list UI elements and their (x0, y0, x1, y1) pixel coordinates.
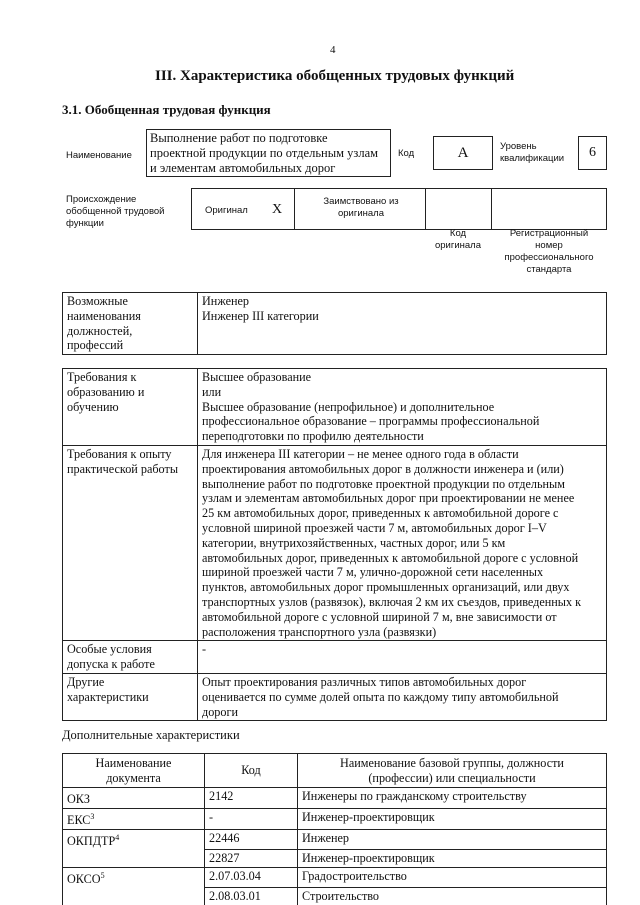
requirement-text-line: автомобильных дорог, приведенных к автомобильной дороге с условной (202, 550, 579, 565)
doc-name: ОКЗ (67, 792, 91, 807)
doc-name: ОКСО (67, 871, 101, 886)
requirement-text-line: профессиональное образование – программы профессиональной (202, 414, 540, 429)
requirement-text (198, 673, 607, 720)
position-item: Инженер (202, 294, 250, 308)
level-value-box: 6 (578, 136, 607, 170)
col-doc-header-line: Наименование (95, 755, 172, 770)
origin-label (66, 194, 164, 230)
requirement-text-line: транспортных узлов (развязок), включая 2 км их съездов, приведенных к (202, 594, 582, 609)
requirement-row-education (63, 369, 607, 446)
code-cell: 22827 (205, 850, 298, 868)
doc-footnote: 4 (115, 832, 120, 842)
positions-values (198, 293, 607, 355)
requirement-text-line: шириной проезжей части 7 м, улично-дорожной сети населенных (202, 565, 544, 580)
code-original-caption (425, 228, 491, 252)
name-label: Наименование (66, 150, 132, 161)
positions-label (63, 293, 198, 355)
requirement-text-line: Высшее образование (202, 370, 312, 384)
col-code-header: Код (205, 754, 298, 788)
requirement-label-line: образованию и (67, 384, 145, 399)
col-name-header-line: (профессии) или специальности (368, 770, 536, 785)
requirement-text-line: расположения транспортного узла (развязки) (202, 624, 437, 639)
code-cell: 2.08.03.01 (205, 888, 298, 905)
col-name-header (298, 754, 607, 788)
requirement-text-line: - (202, 642, 207, 657)
requirement-text-line: проектирования автомобильных дорог в должности инженера и (или) (202, 461, 564, 476)
doc-footnote: 3 (90, 811, 95, 821)
code-cell: - (205, 808, 298, 829)
positions-table (62, 292, 607, 355)
doc-footnote: 5 (100, 870, 105, 880)
requirement-label (63, 641, 198, 674)
original-label: Оригинал (205, 205, 248, 216)
code-label: Код (398, 148, 415, 159)
table-row (63, 829, 607, 849)
page-number: 4 (330, 44, 336, 56)
requirement-text-line: категории, внутрихозяйственных, частных дорог, или 5 км (202, 535, 506, 550)
table-row (63, 867, 607, 887)
requirement-text-line: автомобильной дороге с условной шириной 7 м, вне зависимости от (202, 609, 557, 624)
requirement-text (198, 445, 607, 640)
name-cell: Строительство (298, 888, 607, 905)
requirement-text-line: пунктов, автомобильных дорог промышленных организаций, или двух (202, 580, 570, 595)
positions-row (63, 293, 607, 355)
positions-label-line: профессий (67, 338, 124, 353)
positions-label-line: должностей, (67, 323, 133, 338)
code-original-caption-line: Код (449, 228, 467, 239)
name-cell: Инженер-проектировщик (298, 850, 607, 868)
borrowed-label-line: оригинала (337, 208, 384, 219)
positions-label-line: Возможные (67, 294, 128, 308)
origin-divider (491, 188, 492, 230)
requirement-text-line: Для инженера III категории – не менее одного года в области (202, 446, 519, 461)
requirement-label-line: Требования к (67, 370, 137, 384)
requirement-label-line: Особые условия (67, 642, 152, 657)
doc-name: ОКПДТР (67, 833, 116, 848)
requirement-row-other (63, 673, 607, 720)
name-cell: Инженеры по гражданскому строительству (298, 788, 607, 809)
positions-label-line: наименования (67, 308, 141, 323)
name-cell: Инженер (298, 829, 607, 849)
origin-label-line: функции (66, 218, 104, 229)
requirement-text-line: дороги (202, 704, 239, 719)
requirement-text-line: выполнение работ по подготовке проектной продукции по отдельным (202, 476, 565, 491)
function-name-line: Выполнение работ по подготовке (150, 131, 328, 145)
requirement-text-line: Опыт проектирования различных типов автомобильных дорог (202, 674, 527, 689)
code-original-caption-line: оригинала (434, 240, 481, 251)
doc-cell (63, 808, 205, 829)
doc-cell (63, 788, 205, 809)
table-row (63, 888, 607, 905)
section-title: III. Характеристика обобщенных трудовых функций (155, 68, 515, 84)
requirement-label (63, 445, 198, 640)
requirement-text-line: 25 км автомобильных дорог, приведенных к автомобильной дороге с (202, 506, 559, 521)
table-row (63, 788, 607, 809)
borrowed-label (298, 196, 424, 220)
col-doc-header-line: документа (106, 770, 161, 785)
col-name-header-line: Наименование базовой группы, должности (340, 755, 564, 770)
table-row (63, 850, 607, 868)
doc-name: ЕКС (67, 812, 91, 827)
level-label-line: квалификации (500, 153, 565, 164)
borrowed-label-line: Заимствовано из (323, 196, 399, 207)
requirement-label-line: характеристики (67, 689, 149, 704)
reg-number-caption (491, 228, 607, 276)
code-value-box: A (433, 136, 493, 170)
requirements-table (62, 368, 607, 721)
code-cell: 2.07.03.04 (205, 867, 298, 887)
function-name-line: и элементам автомобильных дорог (150, 161, 336, 175)
doc-cell (63, 829, 205, 849)
function-name-box (146, 129, 391, 177)
name-cell: Градостроительство (298, 867, 607, 887)
level-label-line: Уровень (500, 141, 537, 152)
doc-cell (63, 867, 205, 887)
requirement-text-line: оценивается по сумме долей опыта по каждому типу автомобильной (202, 689, 559, 704)
origin-label-line: обобщенной трудовой (66, 206, 165, 217)
requirement-label (63, 369, 198, 446)
requirement-label-line: Требования к опыту (67, 446, 172, 461)
origin-divider (294, 188, 295, 230)
requirement-text-line: переподготовки по профилю деятельности (202, 429, 424, 444)
name-cell: Инженер-проектировщик (298, 808, 607, 829)
requirement-label-line: Другие (67, 674, 105, 689)
position-item: Инженер III категории (202, 308, 319, 323)
doc-cell (63, 850, 205, 868)
requirement-text-line: или (202, 384, 222, 399)
requirement-label-line: практической работы (67, 461, 179, 476)
requirement-text-line: узлам и элементам автомобильных дорог при проектировании не менее (202, 491, 575, 506)
origin-divider (425, 188, 426, 230)
requirement-text (198, 369, 607, 446)
additional-title: Дополнительные характеристики (62, 728, 240, 742)
reg-number-caption-line: Регистрационный (509, 228, 589, 239)
level-label (500, 141, 564, 165)
reg-number-caption-line: номер (535, 240, 563, 251)
doc-cell (63, 888, 205, 905)
requirement-label (63, 673, 198, 720)
requirement-row-experience (63, 445, 607, 640)
function-name-line: проектной продукции по отдельным узлам (150, 146, 379, 160)
reg-number-caption-line: стандарта (526, 264, 572, 275)
code-cell: 2142 (205, 788, 298, 809)
additional-header-row (63, 754, 607, 788)
subsection-title: 3.1. Обобщенная трудовая функция (62, 102, 271, 117)
origin-label-line: Происхождение (66, 194, 137, 205)
requirement-label-line: обучению (67, 399, 119, 414)
requirement-row-conditions (63, 641, 607, 674)
original-mark: X (272, 202, 283, 217)
reg-number-caption-line: профессионального (504, 252, 594, 263)
requirement-label-line: допуска к работе (67, 657, 155, 672)
code-cell: 22446 (205, 829, 298, 849)
requirement-text-line: условной шириной проезжей части 7 м, автомобильных дорог I–V (202, 520, 547, 535)
col-doc-header (63, 754, 205, 788)
additional-table (62, 753, 607, 905)
requirement-text-line: Высшее образование (непрофильное) и дополнительное (202, 399, 495, 414)
table-row (63, 808, 607, 829)
requirement-text (198, 641, 607, 674)
